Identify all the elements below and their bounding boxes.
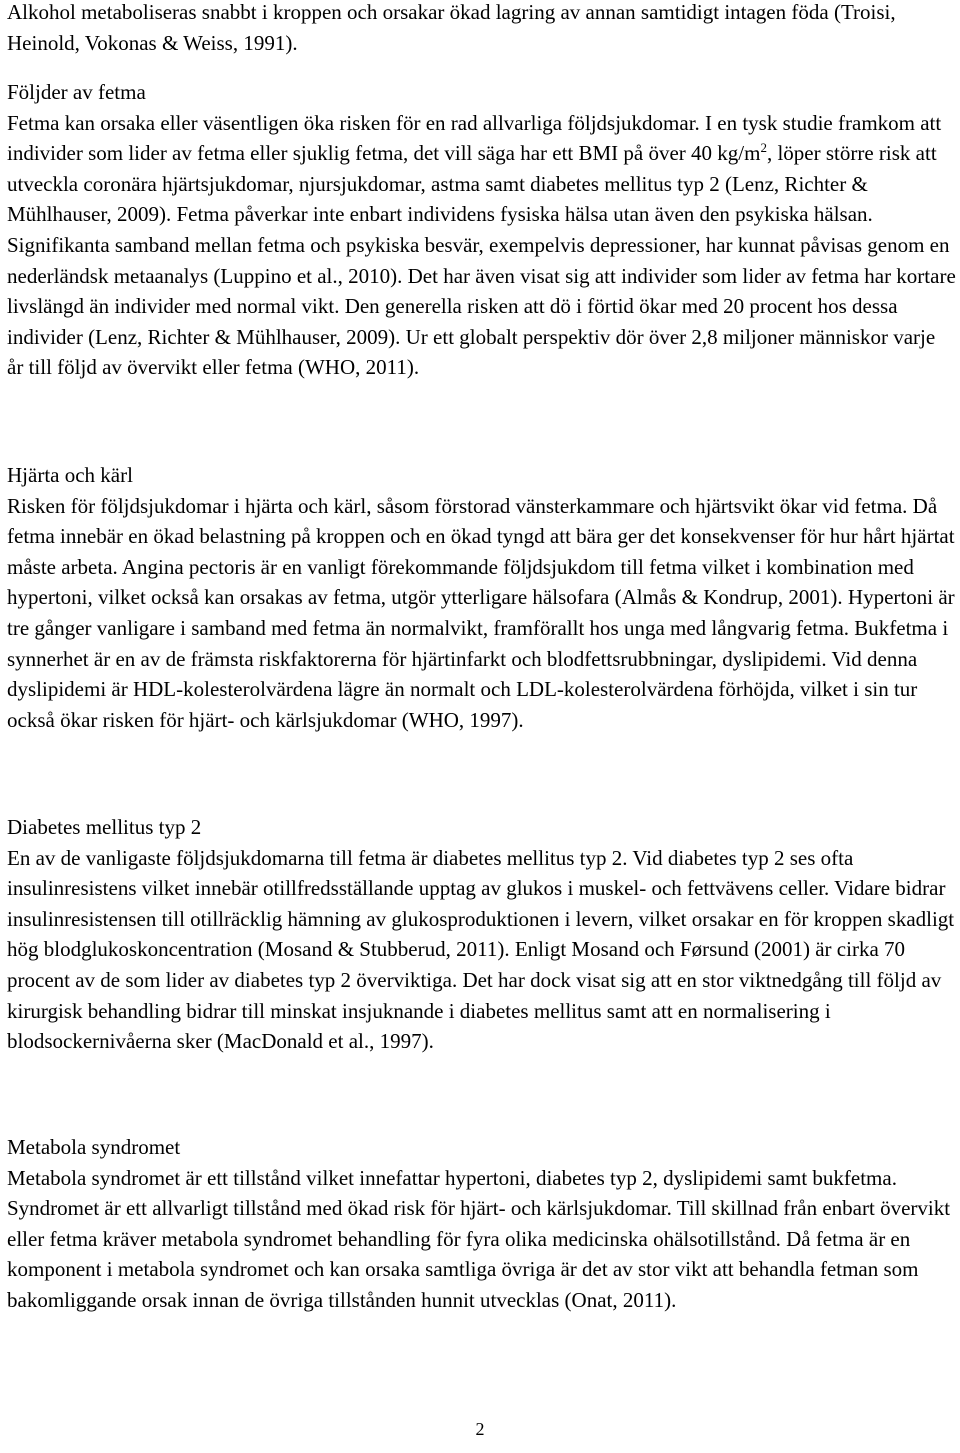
section-text: Risken för följdsjukdomar i hjärta och kärl, såsom förstorad vänsterkammare och hjärtsvikt ökar vid fetma. Då fetma innebär en ökad belastning på kroppen och en ökad tyngd att bära ger det konsekvenser för hur hårt hjärtat måste arbeta. Angina pectoris är en vanligt förekommande följdsjukdom till fetma vilket i kombination med hypertoni, vilket också kan orsakas av fetma, utgör ytterligare hälsofara (Almås & Kondrup, 2001). Hypertoni är tre gånger vanligare i samband med fetma än normalvikt, framförallt hos unga med långvarig fetma. Bukfetma i synnerhet är en av de främsta riskfaktorerna för hjärtinfarkt och blodfettsrubbningar, dyslipidemi. Vid denna dyslipidemi är HDL-kolesterolvärdena lägre än normalt och LDL-kolesterolvärdena förhöjda, vilket i sin tur också ökar risken för hjärt- och kärlsjukdomar (WHO, 1997). — [7, 493, 955, 732]
section-text-continued: , löper större risk att utveckla coronära hjärtsjukdomar, njursjukdomar, astma samt diabetes mellitus typ 2 (Lenz, Richter & Mühlhauser, 2009). Fetma påverkar inte enbart individens fysiska hälsa utan även den psykiska hälsan. Signifikanta samband mellan fetma och psykiska besvär, exempelvis depressioner, har kunnat påvisas genom en nederländsk metaanalys (Luppino et al., 2010). Det har även visat sig att individer som lider av fetma har kortare livslängd än individer med normal vikt. Den generella risken att dö i förtid ökar med 20 procent hos dessa individer (Lenz, Richter & Mühlhauser, 2009). Ur ett globalt perspektiv dör över 2,8 miljoner människor varje år till följd av övervikt eller fetma (WHO, 2011). — [7, 141, 956, 380]
superscript: 2 — [760, 140, 767, 156]
page-number: 2 — [475, 1419, 485, 1439]
section-diabetes-mellitus — [7, 812, 956, 1057]
section-text: Fetma kan orsaka eller väsentligen öka risken för en rad allvarliga följdsjukdomar. I en tysk studie framkom att individer som lider av fetma eller sjuklig fetma, det vill säga har ett BMI på över 40 kg/m — [7, 110, 942, 166]
section-heading: Hjärta och kärl — [7, 463, 133, 487]
section-body — [7, 1132, 956, 1316]
section-heading: Diabetes mellitus typ 2 — [7, 815, 202, 839]
section-text: En av de vanligaste följdsjukdomarna till fetma är diabetes mellitus typ 2. Vid diabetes typ 2 ses ofta insulinresistens vilket innebär otillfredsställande upptag av glukos i muskel- och fettvävens celler. Vidare bidrar insulinresistensen till otillräcklig hämning av glukosproduktionen i levern, vilket orsakar en för kroppen skadligt hög blodglukoskoncentration (Mosand & Stubberud, 2011). Enligt Mosand och Førsund (2001) är cirka 70 procent av de som lider av diabetes typ 2 överviktiga. Det har dock visat sig att en stor viktnedgång till följd av kirurgisk behandling bidrar till minskat insjuknande i diabetes mellitus samt att en normalisering i blodsockernivåerna sker (MacDonald et al., 1997). — [7, 845, 955, 1054]
section-heading: Metabola syndromet — [7, 1135, 181, 1159]
section-heading: Följder av fetma — [7, 80, 146, 104]
section-text: Metabola syndromet är ett tillstånd vilket innefattar hypertoni, diabetes typ 2, dyslipidemi samt bukfetma. Syndromet är ett allvarligt tillstånd med ökad risk för hjärt- och kärlsjukdomar. Till skillnad från enbart övervikt eller fetma kräver metabola syndromet behandling för fyra olika medicinska ohälsotillstånd. Då fetma är en komponent i metabola syndromet och kan orsaka samtliga övriga är det av stor vikt att behandla fetman som bakomliggande orsak innan de övriga tillstånden hunnit utvecklas (Onat, 2011). — [7, 1165, 951, 1312]
section-foljder-av-fetma — [7, 77, 956, 383]
intro-paragraph: Alkohol metaboliseras snabbt i kroppen och orsakar ökad lagring av annan samtidigt intagen föda (Troisi, Heinold, Vokonas & Weiss, 1991). — [7, 0, 896, 55]
section-body — [7, 812, 956, 1057]
section-hjarta-och-karl — [7, 460, 956, 735]
section-metabola-syndromet — [7, 1132, 956, 1316]
section-body — [7, 460, 956, 735]
section-body — [7, 77, 956, 383]
